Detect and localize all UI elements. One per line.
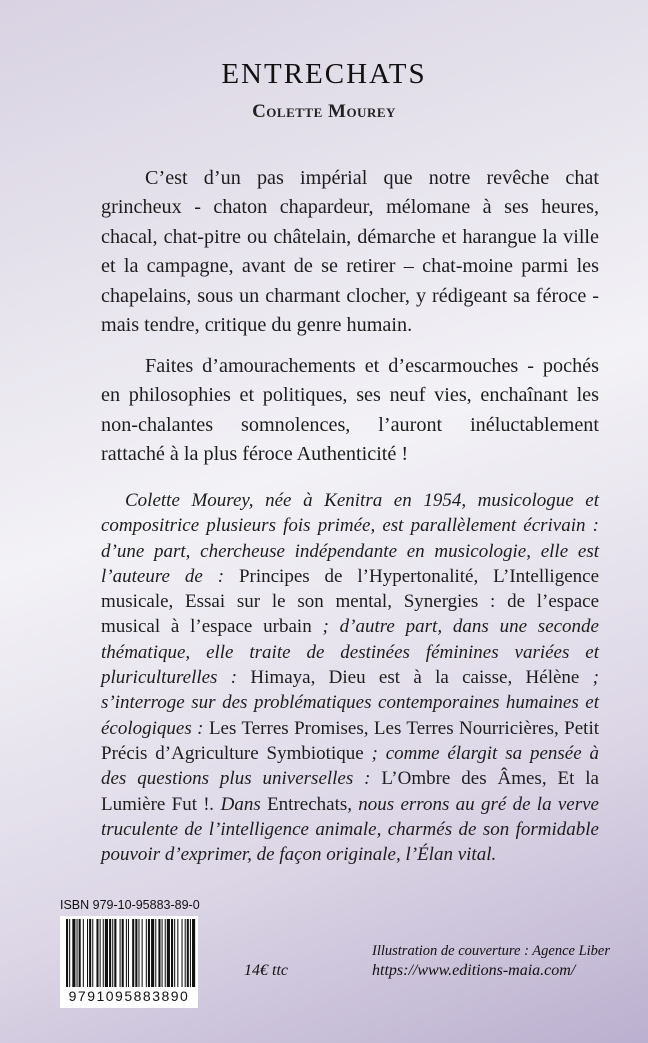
barcode-bar <box>109 919 111 987</box>
barcode-bar <box>132 919 134 987</box>
barcode <box>60 916 198 1008</box>
bio-text: Colette Mourey, née à Kenitra en 1954, musicologue et compositrice plusieurs fois primée, est parallèlement écrivain : d’une part, chercheuse indépendante en musicologie, elle est l’auteure de : <box>101 490 599 587</box>
bio-works: Entrechats <box>267 793 348 815</box>
barcode-bar <box>72 919 75 987</box>
barcode-bar <box>79 919 81 987</box>
blurb-paragraph-1: C’est d’un pas impérial que notre revêche chat grincheux - chaton chapardeur, mélomane à ses heures, chacal, chat-pitre ou châtelain, démarche et harangue la ville et la campagne, avant de se retirer – chat-moine parmi les chapelains, sous un charmant clocher, y rédigeant sa féroce - mais tendre, critique du genre humain. <box>101 167 599 337</box>
author-name: Colette Mourey <box>252 101 396 122</box>
barcode-bar <box>158 919 160 987</box>
barcode-bar <box>77 919 78 987</box>
isbn-label: ISBN 979-10-95883-89-0 <box>60 898 200 912</box>
barcode-bar <box>89 919 91 987</box>
barcode-bar <box>155 919 156 987</box>
barcode-bar <box>92 919 93 987</box>
barcode-bar <box>112 919 113 987</box>
barcode-bar <box>148 919 150 987</box>
bio-text: . Dans <box>209 793 268 815</box>
barcode-bar <box>126 919 127 987</box>
price: 14€ ttc <box>244 962 288 979</box>
barcode-bar <box>114 919 116 987</box>
author-bio <box>101 488 599 867</box>
barcode-bar <box>83 919 84 987</box>
barcode-bar <box>192 919 195 987</box>
barcode-bar <box>122 919 124 987</box>
bio-text: ; s’interroge sur des problématiques contemporaines humaines et écologiques : <box>101 667 599 739</box>
bio-text: ; comme élargit sa pensée à des questions plus universelles : <box>101 742 599 790</box>
barcode-bar <box>162 919 163 987</box>
book-title: ENTRECHATS <box>221 58 427 90</box>
barcode-bar <box>187 919 189 987</box>
bio-text: ; d’autre part, dans une seconde thématique, elle traite de destinées féminines variées et pluriculturelles : <box>101 616 599 689</box>
barcode-bar <box>103 919 104 987</box>
barcode-bar <box>87 919 88 987</box>
barcode-number: 9791095883890 <box>68 988 190 1004</box>
barcode-bar <box>174 919 175 987</box>
barcode-bar <box>138 919 139 987</box>
barcode-bar <box>182 919 183 987</box>
barcode-bar <box>171 919 173 987</box>
barcode-bar <box>69 919 70 987</box>
barcode-bar <box>96 919 98 987</box>
barcode-bar <box>190 919 191 987</box>
barcode-bar <box>151 919 154 987</box>
barcode-bars <box>62 919 196 987</box>
barcode-bar <box>66 919 68 987</box>
publisher-website: https://www.editions-maia.com/ <box>372 962 576 979</box>
barcode-bar <box>120 919 121 987</box>
barcode-bar <box>128 919 129 987</box>
barcode-bar <box>165 919 166 987</box>
barcode-bar <box>167 919 170 987</box>
bio-works: Les Terres Promises, Les Terres Nourricières, Petit Précis d’Agriculture Symbiotique <box>101 717 600 764</box>
bio-works: L’Ombre des Âmes, Et la Lumière Fut ! <box>101 768 599 815</box>
barcode-bar <box>142 919 143 987</box>
barcode-bar <box>100 919 101 987</box>
barcode-bar <box>185 919 186 987</box>
barcode-bar <box>177 919 178 987</box>
illustration-credit: Illustration de couverture : Agence Liber <box>372 943 610 959</box>
bio-works: Himaya, Dieu est à la caisse, Hélène <box>250 667 580 689</box>
barcode-bar <box>146 919 147 987</box>
bio-text: , nous errons au gré de la verve truculente de l’intelligence animale, charmés de son formidable pouvoir d’exprimer, de façon originale, l’Élan vital. <box>101 793 599 866</box>
barcode-bar <box>105 919 108 987</box>
blurb-paragraph-2: Faites d’amourachements et d’escarmouches - pochés en philosophies et politiques, ses neuf vies, enchaînant les non-chalantes somnolences, l’auront inéluctablement rattaché à la plus féroce Authenticité ! <box>101 355 599 466</box>
bio-works: Principes de l’Hypertonalité, L’Intelligence musicale, Essai sur le son mental, Synergies : de l’espace musical à l’espace urbain <box>101 565 599 638</box>
barcode-bar <box>135 919 137 987</box>
